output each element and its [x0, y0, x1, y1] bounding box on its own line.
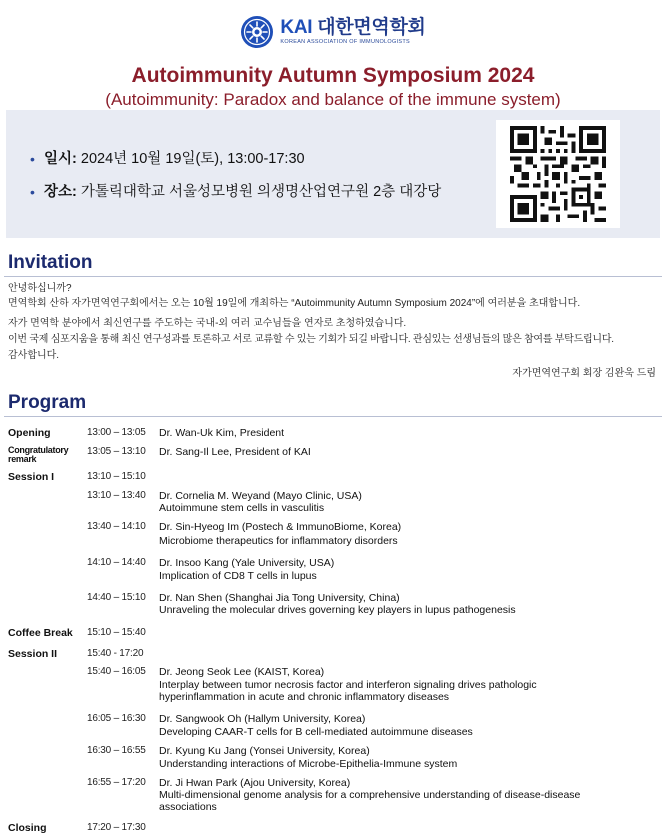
row-time: 16:30 – 16:55 [87, 745, 146, 756]
row-topic: Microbiome therapeutics for inflammatory disorders [159, 535, 398, 547]
invitation-greeting: 안녕하십니까? [8, 283, 72, 294]
kai-emblem-icon [240, 15, 274, 49]
row-topic: Developing CAAR-T cells for B cell-mediated autoimmune diseases [159, 726, 473, 738]
kai-logo [0, 12, 666, 52]
row-label: Session II [8, 648, 58, 660]
program-heading: Program [8, 392, 87, 413]
row-speaker: Dr. Jeong Seok Lee (KAIST, Korea) [159, 666, 325, 678]
invitation-signature: 자가면역연구회 회장 김완욱 드림 [512, 368, 656, 379]
row-time: 14:10 – 14:40 [87, 557, 146, 568]
page-subtitle: (Autoimmunity: Paradox and balance of the immune system) [105, 90, 561, 109]
row-speaker: Dr. Wan-Uk Kim, President [159, 427, 285, 439]
bullet-icon: • [30, 151, 35, 167]
row-topic-continued: hyperinflammation in acute and chronic inflammatory diseases [159, 691, 450, 703]
qr-code-icon [510, 126, 606, 222]
row-topic: Autoimmune stem cells in vasculitis [159, 502, 325, 514]
row-speaker: Dr. Sang-Il Lee, President of KAI [159, 446, 311, 458]
row-topic: Implication of CD8 T cells in lupus [159, 570, 317, 582]
row-time: 13:10 – 13:40 [87, 490, 146, 501]
row-time: 13:10 – 15:10 [87, 471, 146, 482]
row-time: 15:40 – 16:05 [87, 666, 146, 677]
row-time: 16:05 – 16:30 [87, 713, 146, 724]
date-value: 2024년 10월 19일(토), 13:00-17:30 [80, 151, 305, 167]
row-topic: Unraveling the molecular drives governing key players in lupus pathogenesis [159, 604, 516, 616]
invitation-line-1: 면역학회 산하 자가면역연구회에서는 오는 10월 19일에 개최하는 “Autoimmunity Autumn Symposium 2024”에 여러분을 초대합니다. [8, 298, 581, 309]
invitation-heading: Invitation [8, 252, 93, 273]
row-label: Closing [8, 822, 47, 834]
row-topic: Multi-dimensional genome analysis for a comprehensive understanding of disease-disease [159, 789, 581, 801]
row-time: 15:40 - 17:20 [87, 648, 144, 659]
header [0, 12, 666, 110]
row-label: Session I [8, 471, 55, 483]
place-label: 장소: [44, 184, 77, 200]
row-speaker: Dr. Ji Hwan Park (Ajou University, Korea) [159, 777, 351, 789]
date-label: 일시: [44, 151, 77, 167]
bullet-icon: • [30, 184, 35, 200]
row-time: 13:00 – 13:05 [87, 427, 146, 438]
divider [4, 416, 662, 417]
event-info-box [6, 110, 660, 238]
invitation-line-3: 이번 국제 심포지움을 통해 최신 연구성과를 토론하고 서로 교류할 수 있는 기회가 되길 바랍니다. 관심있는 선생님들의 많은 참여를 부탁드립니다. [8, 334, 614, 345]
row-speaker: Dr. Insoo Kang (Yale University, USA) [159, 557, 335, 569]
logo-name-ko: 대한면역학회 [317, 17, 426, 38]
place-value: 가톨릭대학교 서울성모병원 의생명산업연구원 2층 대강당 [80, 184, 442, 200]
row-speaker: Dr. Sin-Hyeog Im (Postech & ImmunoBiome, Korea) [159, 521, 402, 533]
row-label: Coffee Break [8, 627, 73, 639]
page-title: Autoimmunity Autumn Symposium 2024 [131, 64, 535, 87]
invitation-line-4: 감사합니다. [8, 350, 60, 361]
row-time: 13:40 – 14:10 [87, 521, 146, 532]
logo-brand: KAI [280, 17, 313, 38]
invitation-line-2: 자가 면역학 분야에서 최신연구를 주도하는 국내-외 여러 교수님들을 연자로 초청하였습니다. [8, 318, 407, 329]
row-speaker: Dr. Nan Shen (Shanghai Jia Tong University, China) [159, 592, 400, 604]
qr-code[interactable] [496, 120, 620, 228]
row-speaker: Dr. Sangwook Oh (Hallym University, Korea) [159, 713, 366, 725]
row-topic-continued: associations [159, 801, 217, 813]
divider [4, 276, 662, 277]
row-label: Congratulatory remark [8, 445, 69, 464]
row-speaker: Dr. Kyung Ku Jang (Yonsei University, Korea) [159, 745, 370, 757]
row-topic: Understanding interactions of Microbe-Epithelia-Immune system [159, 758, 458, 770]
row-time: 15:10 – 15:40 [87, 627, 146, 638]
row-topic: Interplay between tumor necrosis factor and interferon signaling drives pathologic [159, 679, 537, 691]
logo-name-en: KOREAN ASSOCIATION OF IMMUNOLOGISTS [280, 39, 411, 45]
row-time: 13:05 – 13:10 [87, 446, 146, 457]
place-line [30, 183, 442, 201]
row-speaker: Dr. Cornelia M. Weyand (Mayo Clinic, USA) [159, 490, 362, 502]
row-time: 16:55 – 17:20 [87, 777, 146, 788]
date-line [30, 150, 305, 168]
row-time: 14:40 – 15:10 [87, 592, 146, 603]
row-label: Opening [8, 427, 51, 439]
row-time: 17:20 – 17:30 [87, 822, 146, 833]
